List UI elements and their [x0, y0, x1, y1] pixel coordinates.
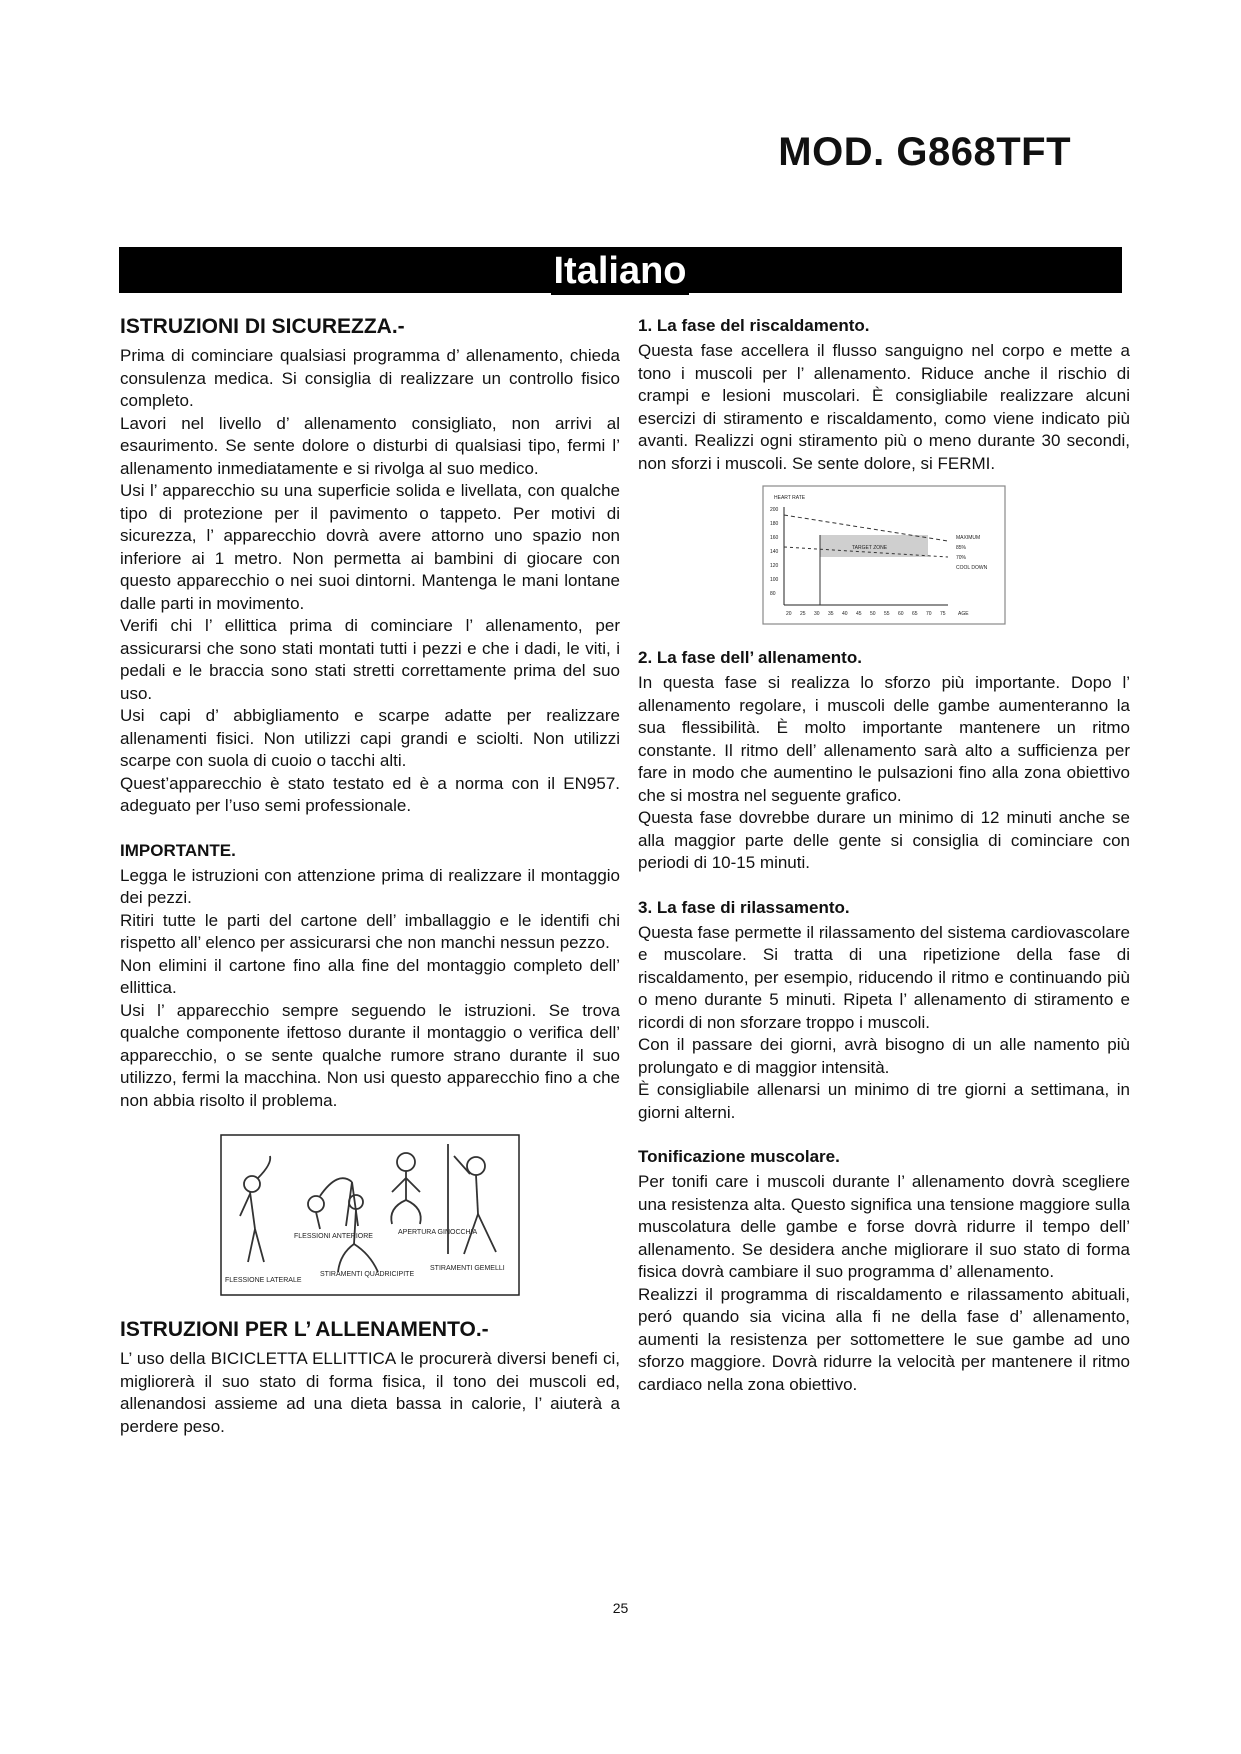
x-tick-label: 50 [870, 611, 876, 617]
important-paragraph: Legga le istruzioni con attenzione prima di realizzare il montaggio dei pezzi. [120, 865, 620, 907]
phase2-paragraph: In questa fase si realizza lo sforzo più importante. Dopo l’ allenamento regolare, i muscoli delle gambe aumenteranno la sua flessibilità. È molto importante mantenere un ritmo constante. Il ritmo dell’ allenamento sarà alto a sufficienza per fare in modo che aumentino le pulsazioni fino alla zona obiettivo che si mostra nel seguente grafico. [638, 673, 1130, 805]
y-tick-label: 100 [770, 577, 779, 583]
x-tick-label: 40 [842, 611, 848, 617]
legend-item: 85% [956, 545, 967, 551]
phase1-paragraph: Questa fase accellera il flusso sanguigno nel corpo e mette a tono i muscoli per l’ allenamento. Riduce anche il rischio di crampi e lesioni muscolari. È consigliabile realizzare alcuni esercizi di stiramento e riscaldamento, como viene indicato più avanti. Realizzi ogni stiramento più o meno durante 30 secondi, non sforzi i muscoli. Se sente dolore, si FERMI. [638, 341, 1130, 473]
safety-paragraph: Usi capi d’ abbigliamento e scarpe adatte per realizzare allenamenti fisici. Non utilizzi capi grandi e sciolti. Non utilizzi scarpe con suola di cuoio o tacchi alti. [120, 706, 620, 770]
y-tick-label: 140 [770, 549, 779, 555]
x-tick-label: 25 [800, 611, 806, 617]
label-side-stretch: FLESSIONE LATERALE [225, 1277, 302, 1284]
legend-item: MAXIMUM [956, 535, 981, 541]
phase1-title: 1. La fase del riscaldamento. [638, 316, 870, 335]
toning-title: Tonificazione muscolare. [638, 1147, 840, 1166]
x-tick-label: 65 [912, 611, 918, 617]
phase2-title: 2. La fase dell’ allenamento. [638, 648, 862, 667]
y-axis-title: HEART RATE [774, 495, 806, 501]
label-calf-stretch: STIRAMENTI GEMELLI [430, 1265, 505, 1272]
x-tick-label: 35 [828, 611, 834, 617]
y-tick-label: 160 [770, 535, 779, 541]
y-tick-label: 120 [770, 563, 779, 569]
phase3-paragraph: Con il passare dei giorni, avrà bisogno di un alle namento più prolungato e di maggior intensità. [638, 1035, 1130, 1077]
x-tick-label: 20 [786, 611, 792, 617]
zone-label: TARGET ZONE [852, 545, 888, 551]
x-tick-label: 30 [814, 611, 820, 617]
label-quad-stretch: STIRAMENTI QUADRICIPITE [320, 1271, 415, 1278]
language-tab: Italiano [551, 245, 689, 295]
phase3-paragraph: Questa fase permette il rilassamento del sistema cardiovascolare e muscolare. Si tratta di una ripetizione della fase di riscaldamento, per esempio, riducendo il ritmo e continuando più o meno durante 5 minuti. Ripeta l’ allenamento di stiramento e ricordi di non sforzare troppo i muscoli. [638, 922, 1130, 1032]
left-column [120, 315, 620, 1438]
legend-item: 70% [956, 555, 967, 561]
label-front-bend: FLESSIONI ANTERIORE [294, 1233, 373, 1240]
important-paragraph: Usi l’ apparecchio sempre seguendo le istruzioni. Se trova qualche componente ifettoso durante il montaggio o verifica dell’ apparecchio, o se sente qualche rumore strano durante il suo utilizzo, fermi la macchina. Non usi questo apparecchio fino a che non abbia risolto il problema. [120, 1000, 620, 1110]
heart-rate-chart [762, 485, 1006, 625]
important-title: IMPORTANTE. [120, 840, 236, 860]
phase3-paragraph: È consigliabile allenarsi un minimo di tre giorni a settimana, in giorni alterni. [638, 1080, 1130, 1122]
x-tick-label: 75 [940, 611, 946, 617]
safety-paragraph: Lavori nel livello d’ allenamento consigliato, non arrivi al esaurimento. Se sente dolore o disturbi di qualsiasi tipo, fermi l’ allenamento inmediatamente e si rivolga al suo medico. [120, 413, 620, 478]
important-paragraph: Non elimini il cartone fino alla fine del montaggio completo dell’ ellittica. [120, 955, 620, 997]
legend-item: COOL DOWN [956, 565, 988, 571]
stretching-illustration [220, 1134, 520, 1296]
x-axis-title: AGE [958, 611, 969, 617]
x-tick-label: 55 [884, 611, 890, 617]
label-knee-opening: APERTURA GINOCCHIA [398, 1229, 478, 1236]
y-tick-label: 200 [770, 507, 779, 513]
training-title: ISTRUZIONI PER L’ ALLENAMENTO.- [120, 1318, 489, 1341]
toning-paragraph: Per tonifi care i muscoli durante l’ allenamento dovrà scegliere una resistenza alta. Questo significa una tensione maggiore sulla muscolatura delle gambe e forse dovrà ridurre il tempo dell’ allenamento. Se desidera anche migliorare il suo stato di forma fisica dovrà cambiare il suo programma d’ allenamento. [638, 1172, 1130, 1281]
safety-paragraph: Usi l’ apparecchio su una superficie solida e livellata, con qualche tipo di protezione per il pavimento o tappeto. Per motivi di sicurezza, l’ apparecchio dovrà avere attorno uno spazio non inferiore ai 1 metro. Non permetta ai bambini di giocare con questo apparecchio o nei suoi dintorni. Mantenga le mani lontane dalle parti in movimento. [120, 481, 620, 613]
model-title: MOD. G868TFT [778, 130, 1071, 174]
right-column [638, 315, 1130, 1396]
safety-paragraph: Prima di cominciare qualsiasi programma d’ allenamento, chieda consulenza medica. Si consiglia di realizzare un controllo fisico completo. [120, 346, 620, 410]
x-tick-label: 60 [898, 611, 904, 617]
safety-paragraph: Quest’apparecchio è stato testato ed è a norma con il EN957. adeguato per l’uso semi professionale. [120, 773, 620, 815]
safety-paragraph: Verifi chi l’ ellittica prima di cominciare l’ allenamento, per assicurarsi che sono stati montati tutti i pezzi e che i dadi, le viti, i pedali e le braccia sono stati stretti correttamente prima del suo uso. [120, 616, 620, 703]
y-tick-label: 180 [770, 521, 779, 527]
safety-title: ISTRUZIONI DI SICUREZZA.- [120, 315, 405, 338]
training-paragraph: L’ uso della BICICLETTA ELLITTICA le procurerà diversi benefi ci, migliorerà il suo stato di forma fisica, il tono dei muscoli ed, allenandosi assieme ad una dieta bassa in calorie, l’ aiuterà a perdere peso. [120, 1349, 620, 1436]
page-number: 25 [612, 1600, 629, 1616]
important-paragraph: Ritiri tutte le parti del cartone dell’ imballaggio e le identifi chi rispetto all’ elenco per assicurarsi che non manchi nessun pezzo. [120, 910, 620, 952]
toning-paragraph: Realizzi il programma di riscaldamento e rilassamento abituali, peró quando sia vicina alla fi ne della fase d’ allenamento, aumenti la resistenza per sottomettere le sue gambe ad uno sforzo maggiore. Dovrà ridurre la velocità per mantenere il ritmo cardiaco nella zona obiettivo. [638, 1284, 1130, 1394]
y-tick-label: 80 [770, 591, 776, 597]
phase3-title: 3. La fase di rilassamento. [638, 897, 850, 917]
phase2-paragraph: Questa fase dovrebbe durare un minimo di 12 minuti anche se alla maggior parte delle gente si consiglia di cominciare con periodi di 10-15 minuti. [638, 808, 1130, 872]
x-tick-label: 70 [926, 611, 932, 617]
x-tick-label: 45 [856, 611, 862, 617]
